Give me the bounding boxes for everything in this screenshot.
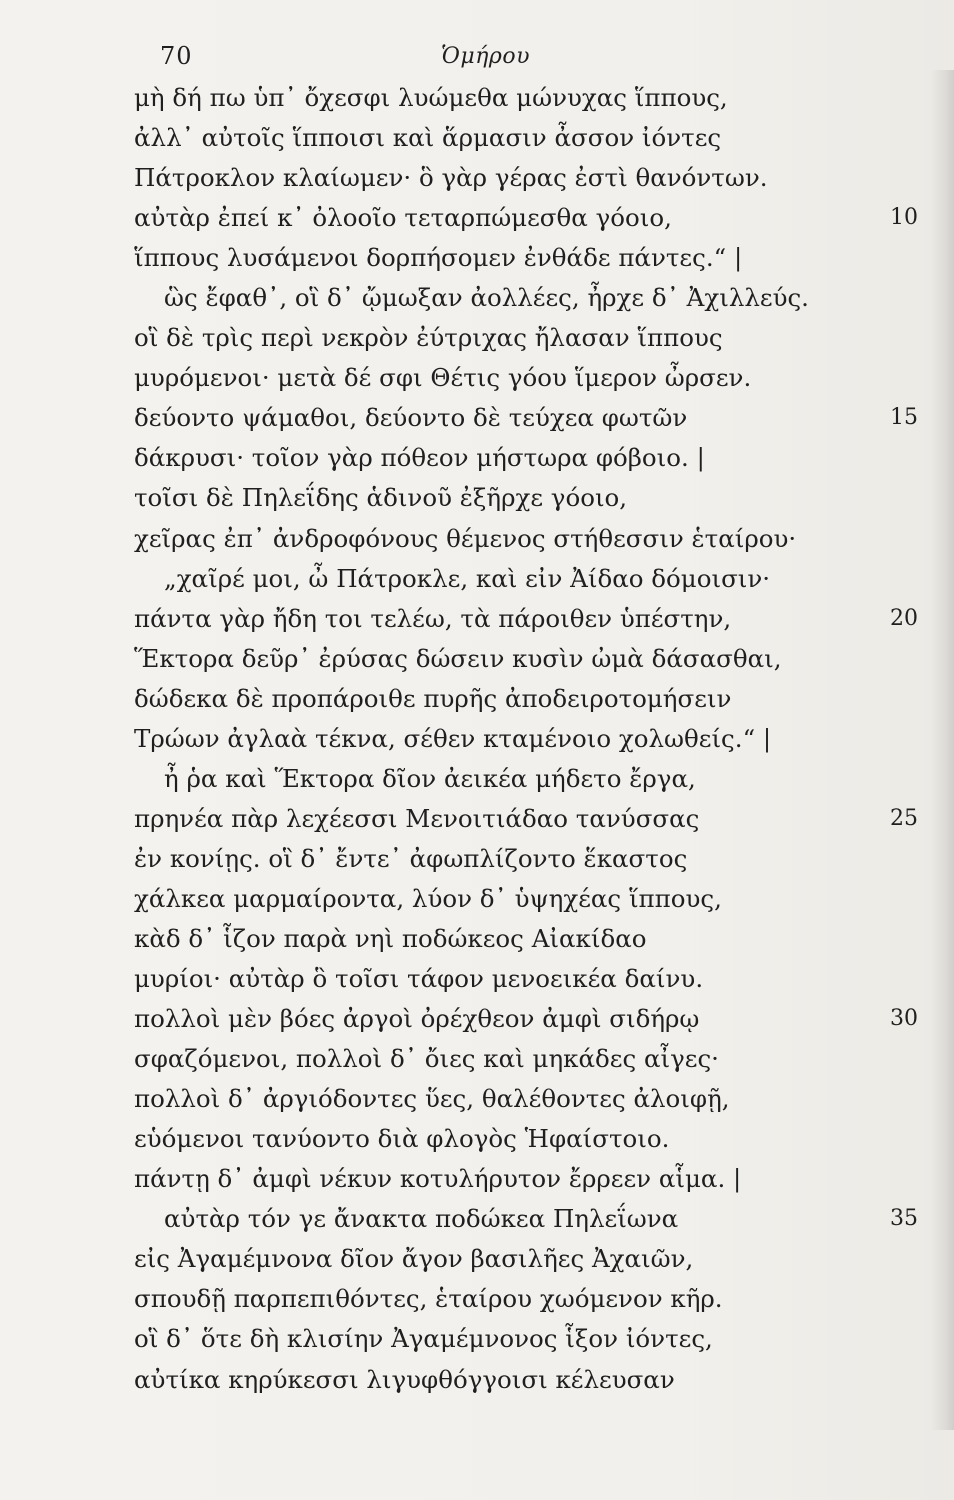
line-number: 10 <box>890 205 918 231</box>
verse-text: οἳ δ᾽ ὅτε δὴ κλισίην Ἀγαμέμνονος ἷξον ἰόντες, <box>134 1324 713 1354</box>
verse-text: κὰδ δ᾽ ἷζον παρὰ νηὶ ποδώκεος Αἰακίδαο <box>134 923 647 953</box>
verse-text: χεῖρας ἐπ᾽ ἀνδροφόνους θέμενος στήθεσσιν ἑταίρου· <box>134 523 797 553</box>
line-number: 15 <box>890 405 918 431</box>
verse-text: ἐν κονίῃς. οἳ δ᾽ ἔντε᾽ ἀφωπλίζοντο ἕκαστος <box>134 843 688 873</box>
verse-line <box>134 839 934 879</box>
verse-line <box>134 1039 934 1079</box>
line-number: 25 <box>890 805 918 831</box>
verse-line <box>134 238 934 278</box>
verse-text: ὣς ἔφαθ᾽, οἳ δ᾽ ᾤμωξαν ἀολλέες, ἦρχε δ᾽ Ἀχιλλεύς. <box>164 283 809 313</box>
verse-line <box>134 559 934 599</box>
verse-text: εἰς Ἀγαμέμνονα δῖον ἄγον βασιλῆες Ἀχαιῶν, <box>134 1244 694 1274</box>
verse-text: αὐτὰρ τόν γε ἄνακτα ποδώκεα Πηλεΐωνα <box>164 1204 679 1234</box>
verse-text: τοῖσι δὲ Πηλεΐδης ἁδινοῦ ἐξῆρχε γόοιο, <box>134 483 628 513</box>
verse-line <box>134 1360 934 1400</box>
verse-line <box>134 719 934 759</box>
verse-line <box>134 639 934 679</box>
verse-line <box>134 118 934 158</box>
verse-line <box>134 1119 934 1159</box>
verse-text: δώδεκα δὲ προπάροιθε πυρῆς ἀποδειροτομήσειν <box>134 683 732 713</box>
verse-text: οἳ δὲ τρὶς περὶ νεκρὸν ἐύτριχας ἤλασαν ἵππους <box>134 323 723 353</box>
verse-line <box>134 158 934 198</box>
verse-text: αὐτίκα κηρύκεσσι λιγυφθόγγοισι κέλευσαν <box>134 1364 675 1394</box>
verse-line <box>134 679 934 719</box>
verse-line <box>134 879 934 919</box>
verse-line <box>134 398 934 438</box>
verse-line <box>134 1279 934 1319</box>
verse-line <box>134 1239 934 1279</box>
verse-text: πολλοὶ μὲν βόες ἀργοὶ ὀρέχθεον ἀμφὶ σιδήρῳ <box>134 1004 700 1034</box>
verse-line <box>134 278 934 318</box>
verse-line <box>134 959 934 999</box>
verse-text: ἀλλ᾽ αὐτοῖς ἵπποισι καὶ ἅρμασιν ἆσσον ἰόντες <box>134 123 722 153</box>
page-number: 70 <box>160 42 193 70</box>
verse-text: μὴ δή πω ὑπ᾽ ὄχεσφι λυώμεθα μώνυχας ἵππους, <box>134 83 728 112</box>
verse-text: πάντα γὰρ ἤδη τοι τελέω, τὰ πάροιθεν ὑπέστην, <box>134 603 732 633</box>
verse-text: χάλκεα μαρμαίροντα, λύον δ᾽ ὑψηχέας ἵππους, <box>134 883 722 913</box>
verse-line <box>134 599 934 639</box>
verse-line <box>134 999 934 1039</box>
verse-line <box>134 1079 934 1119</box>
verse-text: εὑόμενοι τανύοντο διὰ φλογὸς Ἡφαίστοιο. <box>134 1124 670 1154</box>
verse-text: δάκρυσι· τοῖον γὰρ πόθεον μήστωρα φόβοιο. | <box>134 443 705 473</box>
running-head: Ὁμήρου <box>441 44 530 69</box>
line-number: 20 <box>890 605 918 631</box>
verse-text: ἦ ῥα καὶ Ἕκτορα δῖον ἀεικέα μήδετο ἔργα, <box>164 763 696 793</box>
verse-text: μυρίοι· αὐτὰρ ὃ τοῖσι τάφον μενοεικέα δαίνυ. <box>134 964 704 994</box>
verse-line <box>134 1319 934 1359</box>
verse-text: Πάτροκλον κλαίωμεν· ὃ γὰρ γέρας ἐστὶ θανόντων. <box>134 163 768 193</box>
verse-line <box>134 519 934 559</box>
page-header <box>0 42 954 82</box>
verse-text: δεύοντο ψάμαθοι, δεύοντο δὲ τεύχεα φωτῶν <box>134 403 688 433</box>
verse-line <box>134 759 934 799</box>
verse-line <box>134 438 934 478</box>
line-number: 30 <box>890 1006 918 1032</box>
verse-line <box>134 78 934 118</box>
verse-line <box>134 919 934 959</box>
verse-line <box>134 318 934 358</box>
verse-text: πάντῃ δ᾽ ἀμφὶ νέκυν κοτυλήρυτον ἔρρεεν αἷμα. | <box>134 1164 742 1194</box>
verse-text: Τρώων ἀγλαὰ τέκνα, σέθεν κταμένοιο χολωθείς.“ | <box>134 723 772 753</box>
verse-text: „χαῖρέ μοι, ὦ Πάτροκλε, καὶ εἰν Ἀίδαο δόμοισιν· <box>164 563 771 593</box>
verse-text: ἵππους λυσάμενοι δορπήσομεν ἐνθάδε πάντες.“ | <box>134 243 743 273</box>
verse-text: σπουδῇ παρπεπιθόντες, ἑταίρου χωόμενον κῆρ. <box>134 1284 723 1314</box>
verse-line <box>134 1199 934 1239</box>
verse-line <box>134 358 934 398</box>
verse-line <box>134 198 934 238</box>
verse-line <box>134 1159 934 1199</box>
verse-line <box>134 799 934 839</box>
verse-block <box>134 78 934 1400</box>
verse-text: αὐτὰρ ἐπεί κ᾽ ὀλοοῖο τεταρπώμεσθα γόοιο, <box>134 203 672 233</box>
line-number: 35 <box>890 1206 918 1232</box>
verse-text: πρηνέα πὰρ λεχέεσσι Μενοιτιάδαο τανύσσας <box>134 803 700 833</box>
verse-text: πολλοὶ δ᾽ ἀργιόδοντες ὕες, θαλέθοντες ἀλοιφῇ, <box>134 1084 730 1114</box>
verse-text: μυρόμενοι· μετὰ δέ σφι Θέτις γόου ἵμερον ὦρσεν. <box>134 363 752 393</box>
verse-text: σφαζόμενοι, πολλοὶ δ᾽ ὄιες καὶ μηκάδες αἶγες· <box>134 1044 719 1074</box>
verse-line <box>134 478 934 518</box>
verse-text: Ἕκτορα δεῦρ᾽ ἐρύσας δώσειν κυσὶν ὠμὰ δάσασθαι, <box>134 643 782 673</box>
